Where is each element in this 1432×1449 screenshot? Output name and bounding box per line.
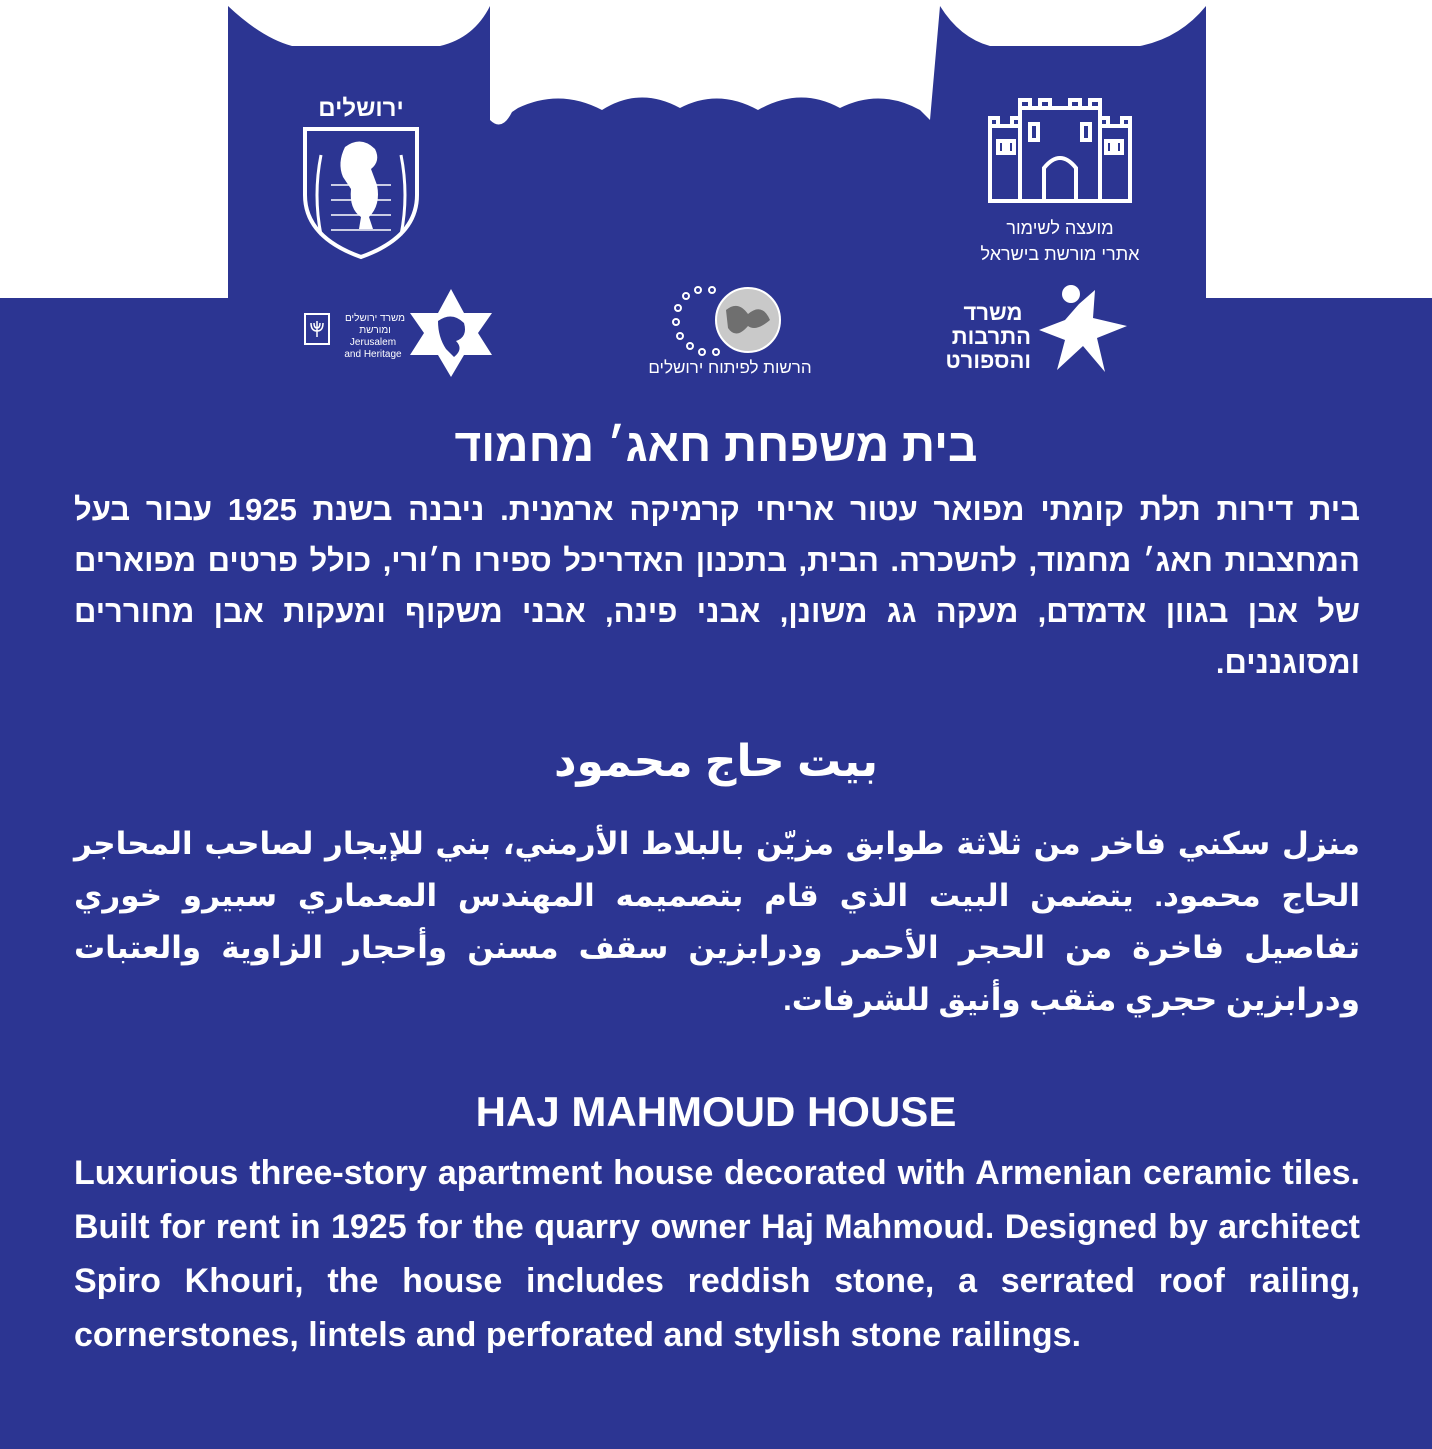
culture-ministry-star-icon	[1035, 282, 1131, 378]
culture-ministry-logo	[945, 282, 1135, 382]
culture-ministry-line2: התרבות	[951, 324, 1031, 349]
heritage-ministry-en2: and Heritage	[344, 349, 402, 360]
heritage-building-icon	[980, 96, 1140, 206]
hebrew-title: בית משפחת חאג׳ מחמוד	[454, 419, 978, 471]
english-body: Luxurious three-story apartment house decorated with Armenian ceramic tiles. Built for rent in 1925 for the quarry owner Haj Mahmoud. Designed by architect Spiro Khouri, the house includes reddish stone, a serrated roof railing, cornerstones, lintels and perforated and stylish stone railings.	[74, 1154, 1360, 1354]
jda-name: הרשות לפיתוח ירושלים	[648, 358, 812, 377]
jda-emblem-icon	[666, 280, 786, 360]
council-name-line1: מועצה לשימור	[1006, 218, 1114, 238]
council-logo	[960, 88, 1160, 273]
jda-logo	[620, 280, 840, 380]
jerusalem-name: ירושלים	[318, 95, 404, 122]
arabic-body: منزل سكني فاخر من ثلاثة طوابق مزيّن بالبلاط الأرمني، بني للإيجار لصاحب المحاجر الحاج محمود. يتضمن البيت الذي قام بتصميمه المهندس المعماري سبيرو خوري تفاصيل فاخرة من الحجر الأحمر ودرابزين سقف مسنن وأحجار الزاوية والعتبات ودرابزين حجري مثقب وأنيق للشرفات.	[74, 826, 1360, 1017]
heritage-ministry-he1: משרד ירושלים	[344, 313, 406, 324]
menorah-emblem-icon	[304, 313, 330, 345]
arabic-title: بيت حاج محمود	[553, 737, 879, 786]
heritage-ministry-en1: Jerusalem	[349, 337, 397, 348]
council-name-line2: אתרי מורשת בישראל	[980, 244, 1140, 264]
jerusalem-lion-emblem-icon	[299, 125, 423, 261]
heritage-ministry-logo	[300, 285, 500, 380]
heritage-ministry-he2: ומורשת	[359, 325, 391, 336]
heritage-ministry-star-icon	[408, 287, 494, 379]
culture-ministry-line3: והספורט	[945, 348, 1031, 373]
english-title: HAJ MAHMOUD HOUSE	[475, 1088, 957, 1135]
hebrew-body: בית דירות תלת קומתי מפואר עטור אריחי קרמיקה ארמנית. ניבנה בשנת 1925 עבור בעל המחצבות חאג׳ מחמוד, להשכרה. הבית, בתכנון האדריכל ספירו ח׳ורי, כולל פרטים מפוארים של אבן בגוון אדמדם, מעקה גג משונן, אבני פינה, אבני משקוף ומעקות אבן מחוררים ומסוגננים.	[74, 492, 1360, 680]
culture-ministry-line1: משרד	[963, 300, 1023, 325]
jerusalem-logo	[296, 95, 426, 265]
